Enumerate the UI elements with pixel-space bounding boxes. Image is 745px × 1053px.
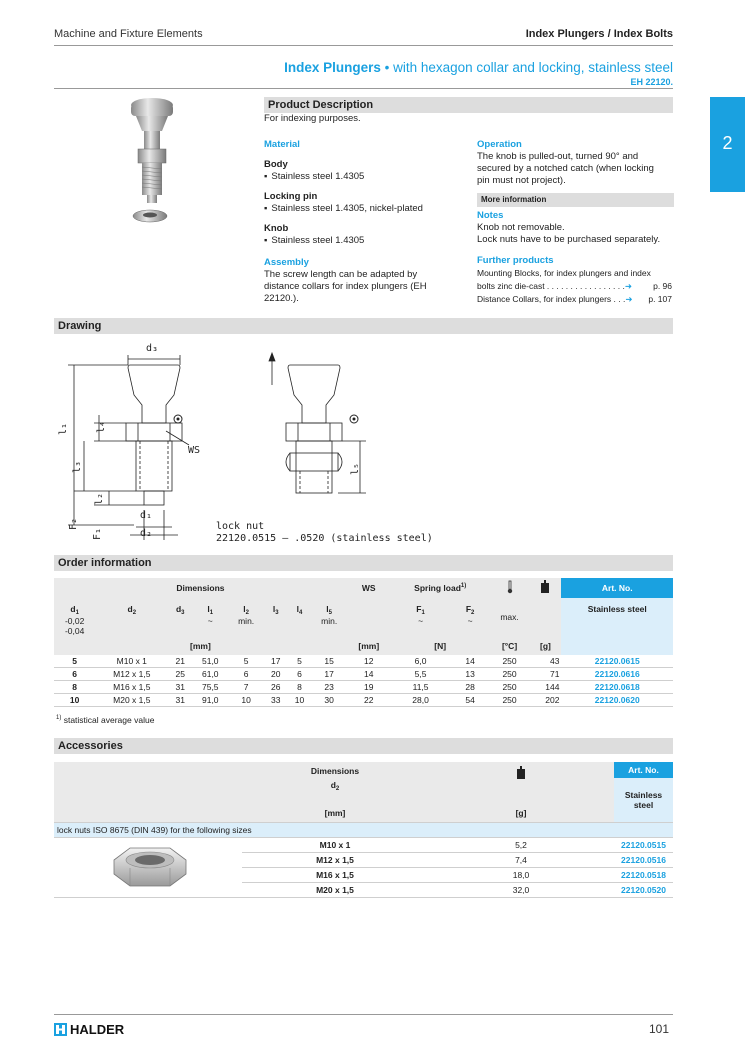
order-col-f2: $F_2$ ~ <box>465 604 475 626</box>
cell-f1: 28,0 <box>391 694 451 707</box>
order-col-d3: $d_3$ <box>175 604 185 616</box>
order-unit-g: [g] <box>539 641 551 651</box>
order-col-l1: $l_1$ ~ <box>207 604 214 626</box>
cell-acc-art-no[interactable]: 22120.0518 <box>614 867 673 882</box>
further-product-1-line-b: bolts zinc die-cast . . . . . . . . . . . . . . . . .➜ <box>477 281 632 291</box>
notes-line-1: Knob not removable. <box>477 222 565 233</box>
cell-weight: 71 <box>529 668 561 681</box>
cell-l5: 23 <box>311 681 346 694</box>
cell-art-no[interactable]: 22120.0620 <box>561 694 673 707</box>
material-heading: Material <box>264 139 300 150</box>
pin-heading: Locking pin <box>264 191 318 202</box>
drawing-caption-1: lock nut <box>216 521 265 532</box>
header-chapter-title: Index Plungers / Index Bolts <box>525 28 673 40</box>
cell-acc-size: M20 x 1,5 <box>242 882 428 897</box>
cell-l2: 7 <box>228 681 263 694</box>
order-col-ws <box>347 598 391 637</box>
cell-l3: 20 <box>264 668 288 681</box>
assembly-text: The screw length can be adapted by distance collars for index plungers (EH 22120.). <box>264 269 427 304</box>
weight-icon <box>428 762 614 804</box>
order-col-d1: $d_1$ -0,02 -0,04 <box>64 604 85 636</box>
assembly-heading: Assembly <box>264 257 309 268</box>
index-plunger-photo <box>120 95 190 295</box>
cell-temp: 250 <box>490 681 530 694</box>
cell-acc-art-no[interactable]: 22120.0515 <box>614 837 673 852</box>
cell-weight: 202 <box>529 694 561 707</box>
operation-column <box>477 139 674 306</box>
acc-art-no: Art. No. <box>614 762 673 778</box>
cell-l1: 91,0 <box>192 694 228 707</box>
cell-f2: 54 <box>451 694 490 707</box>
body-heading: Body <box>264 159 288 170</box>
label-f1: F₁ <box>92 527 103 540</box>
product-description-intro: For indexing purposes. <box>264 113 361 124</box>
cell-weight: 144 <box>529 681 561 694</box>
cell-f2: 14 <box>451 655 490 668</box>
cell-f1: 11,5 <box>391 681 451 694</box>
table-row <box>54 655 673 668</box>
operation-heading: Operation <box>477 139 522 150</box>
cell-acc-weight: 5,2 <box>428 837 614 852</box>
cell-d2: M16 x 1,5 <box>95 681 168 694</box>
cell-d1: 5 <box>54 655 95 668</box>
cell-l3: 26 <box>264 681 288 694</box>
arrow-right-icon: ➜ <box>624 281 632 291</box>
cell-acc-weight: 18,0 <box>428 867 614 882</box>
label-f2: F₂ <box>68 517 79 530</box>
cell-d3: 21 <box>168 655 192 668</box>
order-unit-mm: [mm] <box>190 641 211 651</box>
label-l4: l₄ <box>96 420 107 433</box>
further-product-mounting-blocks[interactable] <box>477 267 674 293</box>
order-col-f1: $F_1$ ~ <box>416 604 425 626</box>
cell-l4: 5 <box>288 655 312 668</box>
cell-l4: 6 <box>288 668 312 681</box>
label-l5: l₅ <box>350 462 361 475</box>
label-l3: l₃ <box>72 460 83 473</box>
cell-l2: 5 <box>228 655 263 668</box>
material-column <box>264 139 454 305</box>
label-d3: d₃ <box>146 343 159 354</box>
order-group-spring: Spring load$^{1)}$ <box>414 583 467 593</box>
footer-divider <box>54 1014 673 1015</box>
cell-art-no[interactable]: 22120.0616 <box>561 668 673 681</box>
page-number: 101 <box>648 1022 669 1036</box>
cell-l3: 17 <box>264 655 288 668</box>
label-ws: WS <box>188 445 201 456</box>
cell-l1: 51,0 <box>192 655 228 668</box>
cell-acc-size: M16 x 1,5 <box>242 867 428 882</box>
cell-l5: 30 <box>311 694 346 707</box>
cell-d1: 10 <box>54 694 95 707</box>
product-description-heading: Product Description <box>264 97 673 113</box>
acc-unit-mm: [mm] <box>242 804 428 822</box>
cell-f2: 13 <box>451 668 490 681</box>
chapter-tab[interactable]: 2 <box>710 97 745 192</box>
product-title-bold: Index Plungers <box>284 60 381 75</box>
acc-unit-g: [g] <box>428 804 614 822</box>
product-title-rest: • with hexagon collar and locking, stainless steel <box>380 60 673 75</box>
notes-heading: Notes <box>477 210 504 221</box>
cell-acc-art-no[interactable]: 22120.0520 <box>614 882 673 897</box>
cell-d2: M10 x 1 <box>95 655 168 668</box>
arrow-right-icon: ➜ <box>625 294 633 304</box>
cell-f1: 6,0 <box>391 655 451 668</box>
cell-l3: 33 <box>264 694 288 707</box>
halder-logo <box>54 1022 124 1037</box>
knob-heading: Knob <box>264 223 289 234</box>
drawing-heading: Drawing <box>54 318 673 334</box>
technical-drawing <box>54 335 673 550</box>
rotation-symbol-icon <box>174 415 182 423</box>
cell-l5: 17 <box>311 668 346 681</box>
cell-d2: M20 x 1,5 <box>95 694 168 707</box>
order-col-d2: $d_2$ <box>127 604 137 616</box>
order-unit-n: [N] <box>434 641 447 651</box>
more-information-heading: More information <box>477 193 674 207</box>
cell-temp: 250 <box>490 668 530 681</box>
order-unit-art <box>561 637 673 655</box>
knob-material: ▪ Stainless steel 1.4305 <box>264 235 454 247</box>
cell-d3: 25 <box>168 668 192 681</box>
label-l1: l₁ <box>58 422 69 435</box>
notes-line-2: Lock nuts have to be purchased separately. <box>477 234 661 245</box>
further-product-2-text: Distance Collars, for index plungers . . .➜ <box>477 294 633 304</box>
order-unit-c: [°C] <box>501 641 518 651</box>
product-code: EH 22120. <box>630 77 673 87</box>
further-product-2-page: p. 107 <box>648 294 672 304</box>
cell-acc-size: M10 x 1 <box>242 837 428 852</box>
cell-l2: 10 <box>228 694 263 707</box>
order-col-l4: $l_4$ <box>296 604 303 616</box>
order-group-dimensions: Dimensions <box>176 583 225 593</box>
operation-text: The knob is pulled-out, turned 90° and secured by a notched catch (when locking pin must not project). <box>477 151 654 186</box>
acc-dimensions: Dimensions <box>242 762 428 778</box>
thermometer-icon <box>490 578 530 598</box>
body-material: ▪ Stainless steel 1.4305 <box>264 171 454 183</box>
cell-f1: 5,5 <box>391 668 451 681</box>
table-row <box>54 681 673 694</box>
cell-acc-art-no[interactable]: 22120.0516 <box>614 852 673 867</box>
weight-icon <box>529 578 561 598</box>
order-col-l3: $l_3$ <box>272 604 279 616</box>
table-row <box>54 694 673 707</box>
cell-art-no[interactable]: 22120.0618 <box>561 681 673 694</box>
order-col-l2: $l_2$ min. <box>238 604 255 626</box>
further-product-distance-collars[interactable] <box>477 293 674 306</box>
acc-image-header <box>54 762 242 822</box>
pin-material: ▪ Stainless steel 1.4305, nickel-plated <box>264 203 454 215</box>
cell-d2: M12 x 1,5 <box>95 668 168 681</box>
cell-d3: 31 <box>168 694 192 707</box>
acc-art-material: Stainless steel <box>614 778 673 822</box>
accessories-heading: Accessories <box>54 738 673 754</box>
order-footnote: $^{1)}$ statistical average value <box>56 715 155 725</box>
cell-l1: 61,0 <box>192 668 228 681</box>
cell-f2: 28 <box>451 681 490 694</box>
order-group-ws: WS <box>361 583 376 593</box>
label-l2: l₂ <box>94 492 105 505</box>
cell-ws: 12 <box>347 655 391 668</box>
cell-weight: 43 <box>529 655 561 668</box>
lock-nut-photo <box>100 838 200 896</box>
cell-ws: 22 <box>347 694 391 707</box>
brand-name: HALDER <box>70 1022 125 1037</box>
header-divider <box>54 45 673 46</box>
cell-acc-weight: 32,0 <box>428 882 614 897</box>
order-art-no: Art. No. <box>561 578 673 598</box>
cell-ws: 14 <box>347 668 391 681</box>
cell-l4: 10 <box>288 694 312 707</box>
label-d2: d₂ <box>140 528 153 539</box>
cell-temp: 250 <box>490 655 530 668</box>
title-divider <box>54 88 673 89</box>
cell-l2: 6 <box>228 668 263 681</box>
header-section-title: Machine and Fixture Elements <box>54 28 203 40</box>
cell-ws: 19 <box>347 681 391 694</box>
cell-acc-size: M12 x 1,5 <box>242 852 428 867</box>
order-unit-ws: [mm] <box>358 641 380 651</box>
further-product-1-page: p. 96 <box>653 281 672 291</box>
order-col-weight <box>529 598 561 637</box>
acc-lock-nut-row <box>54 822 673 837</box>
cell-art-no[interactable]: 22120.0615 <box>561 655 673 668</box>
cell-l4: 8 <box>288 681 312 694</box>
cell-l5: 15 <box>311 655 346 668</box>
order-information-heading: Order information <box>54 555 673 571</box>
halder-logo-icon <box>54 1023 67 1036</box>
order-table <box>54 578 673 707</box>
acc-col-d2: $d_2$ <box>242 778 428 804</box>
order-art-material: Stainless steel <box>561 598 673 637</box>
acc-lock-nut-text: lock nuts ISO 8675 (DIN 439) for the following sizes <box>54 822 673 837</box>
cell-d1: 8 <box>54 681 95 694</box>
order-col-l5: $l_5$ min. <box>321 604 338 626</box>
rotation-symbol-icon <box>350 415 358 423</box>
further-product-1-line-a: Mounting Blocks, for index plungers and index <box>477 268 651 278</box>
drawing-caption-2: 22120.0515 – .0520 (stainless steel) <box>216 533 433 544</box>
product-title <box>284 60 673 75</box>
cell-d1: 6 <box>54 668 95 681</box>
table-row <box>54 668 673 681</box>
cell-d3: 31 <box>168 681 192 694</box>
cell-l1: 75,5 <box>192 681 228 694</box>
label-d1: d₁ <box>140 510 153 521</box>
cell-temp: 250 <box>490 694 530 707</box>
order-col-max: max. <box>500 612 519 622</box>
further-products-heading: Further products <box>477 255 554 266</box>
cell-acc-weight: 7,4 <box>428 852 614 867</box>
